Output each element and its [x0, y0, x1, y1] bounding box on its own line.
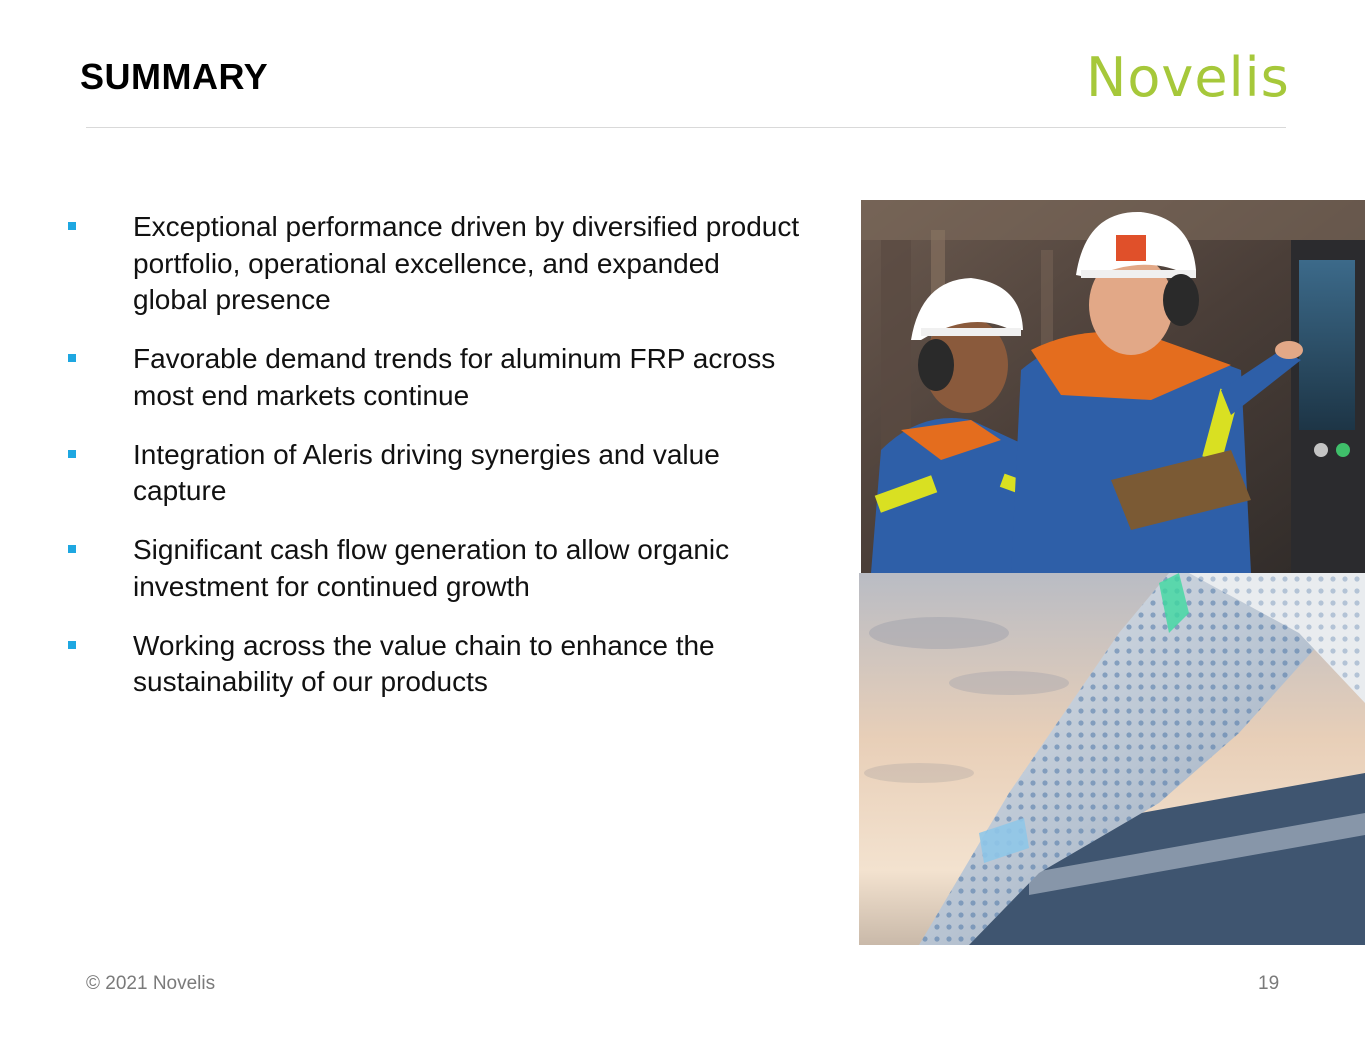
building-facade-illustration [859, 573, 1365, 945]
building-facade-photo [859, 573, 1365, 945]
square-bullet-icon [68, 222, 76, 230]
square-bullet-icon [68, 545, 76, 553]
bullet-text: Working across the value chain to enhance the sustainability of our products [133, 629, 715, 697]
square-bullet-icon [68, 354, 76, 362]
slide-title: SUMMARY [80, 56, 269, 97]
workers-photo-illustration [861, 200, 1365, 573]
bullet-item [62, 437, 802, 510]
bullet-item [62, 341, 802, 414]
bullet-item [62, 628, 802, 701]
bullet-list [62, 209, 802, 723]
bullet-text: Significant cash flow generation to allow organic investment for continued growth [133, 534, 730, 602]
square-bullet-icon [68, 450, 76, 458]
footer-copyright: © 2021 Novelis [86, 973, 216, 994]
workers-photo [861, 200, 1365, 573]
page-number: 19 [1258, 973, 1280, 994]
bullet-item [62, 532, 802, 605]
square-bullet-icon [68, 641, 76, 649]
bullet-text: Exceptional performance driven by diversified product portfolio, operational excellence, and expanded global presence [133, 211, 800, 315]
bullet-text: Favorable demand trends for aluminum FRP across most end markets continue [133, 343, 776, 411]
header-divider [86, 127, 1286, 128]
bullet-text: Integration of Aleris driving synergies and value capture [133, 438, 720, 506]
novelis-logo: Novelis [1086, 46, 1290, 109]
bullet-item [62, 209, 802, 319]
